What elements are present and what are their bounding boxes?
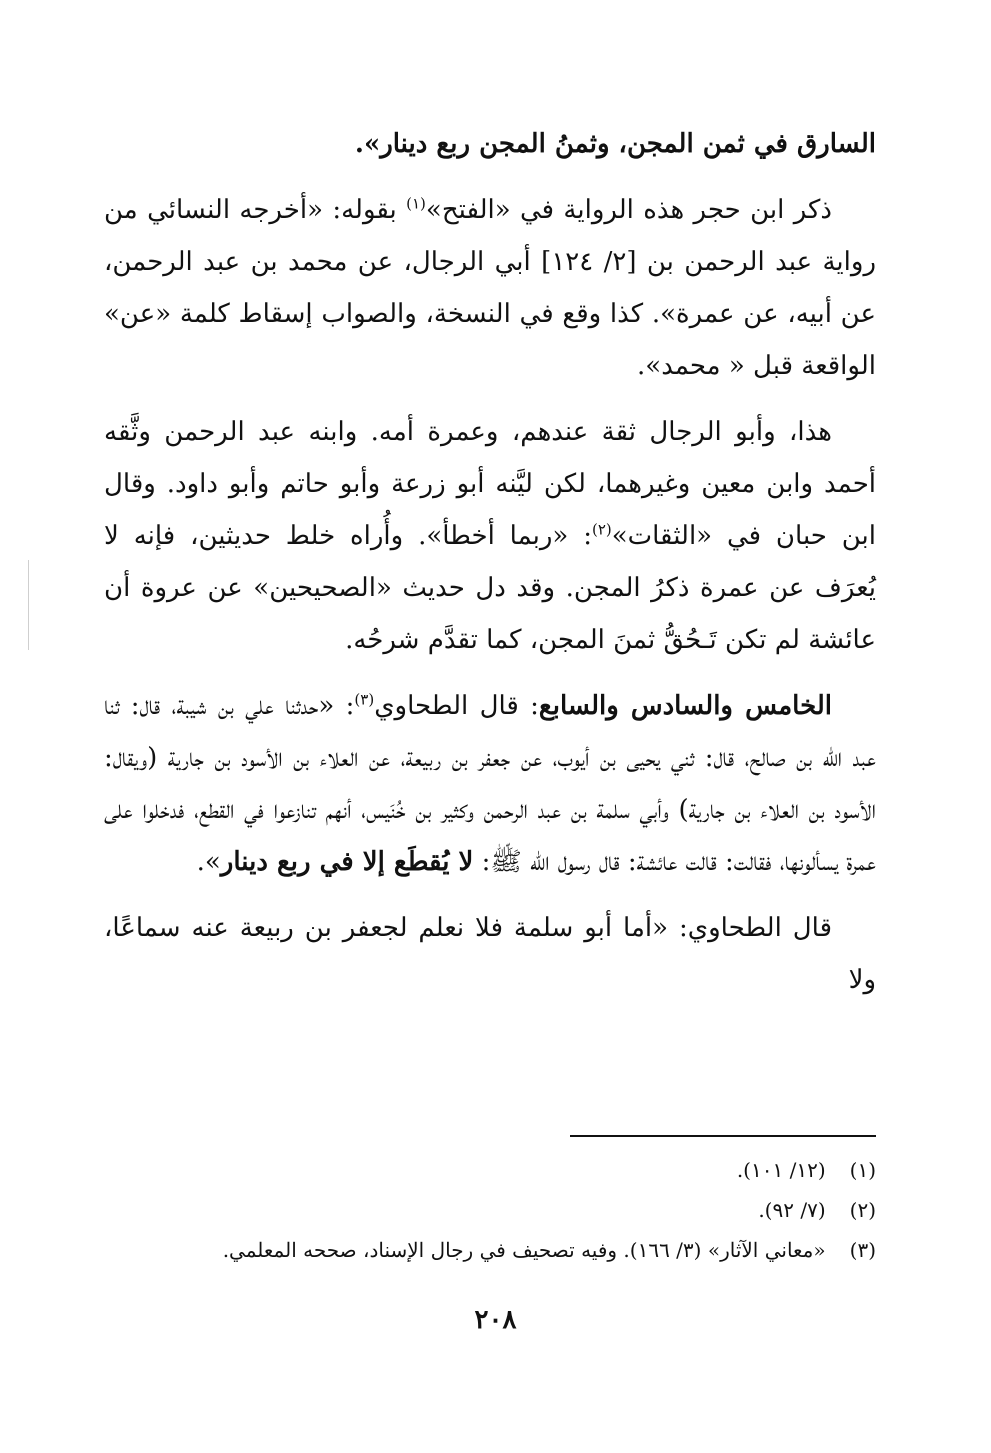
paragraph-2-post: بقوله: «أخرجه النسائي من رواية عبد الرحمن بن [٢/ ١٢٤] أبي الرجال، عن محمد بن عبد الرحمن، عن أبيه، عن عمرة». كذا وقع في النسخة، والصواب إسقاط كلمة «عن» الواقعة قبل « محمد».: [104, 195, 876, 381]
footnote-2: [104, 1190, 876, 1230]
footnote-text: (٧/ ٩٢).: [758, 1198, 826, 1222]
footnote-separator: [570, 1135, 876, 1137]
paragraph-3: [104, 406, 876, 666]
section-heading: الخامس والسادس والسابع: [538, 691, 832, 721]
paragraph-5-text: قال الطحاوي: «أما أبو سلمة فلا نعلم لجعفر بن ربيعة عنه سماعًا، ولا: [104, 913, 876, 995]
page-edge-mark: [28, 560, 29, 650]
paragraph-4-pre: : قال الطحاوي: [374, 691, 539, 721]
paragraph-1-text: السارق في ثمن المجن، وثمنُ المجن ربع دينار».: [354, 129, 876, 159]
footnote-text: (١٢/ ١٠١).: [736, 1158, 826, 1182]
paragraph-2-pre: ذكر ابن حجر هذه الرواية في «الفتح»: [425, 195, 832, 225]
body-text: [104, 118, 876, 1020]
paragraph-4-post: : «حدثنا علي بن شيبة، قال: ثنا عبد الله بن صالح، قال: ثني يحيى بن أيوب، عن جعفر بن ربيعة، عن العلاء بن الأسود بن جارية (ويقال: الأسود بن العلاء بن جارية) وأبي سلمة بن عبد الرحمن وكثير بن خُنَيس، أنهم تنازعوا في القطع، فدخلوا على عمرة يسألونها، فقالت: قالت عائشة: قال رسول الله ﷺ:: [104, 691, 876, 877]
footnote-1: [104, 1150, 876, 1190]
hadith-text: لا يُقطَع إلا في ربع دينار: [220, 847, 474, 877]
paragraph-1: [104, 118, 876, 170]
footnote-ref-2[interactable]: (٢): [591, 520, 612, 539]
footnote-3: [104, 1230, 876, 1270]
paragraph-3-post: : «ربما أخطأ». وأُراه خلط حديثين، فإنه لا يُعرَف عن عمرة ذكرُ المجن. وقد دل حديث «الصحيحين» عن عروة أن عائشة لم تكن تَـحُقُّ ثمنَ المجن، كما تقدَّم شرحُه.: [104, 521, 876, 655]
paragraph-4: [104, 680, 876, 888]
paragraph-2: [104, 184, 876, 392]
footnote-text: «معاني الآثار» (٣/ ١٦٦). وفيه تصحيف في رجال الإسناد، صححه المعلمي.: [222, 1238, 826, 1262]
footnote-number: (١): [849, 1158, 876, 1182]
page-number: ٢٠٨: [474, 1305, 517, 1335]
paragraph-5: [104, 902, 876, 1006]
footnote-number: (٣): [849, 1238, 876, 1262]
footnote-ref-1[interactable]: (١): [406, 194, 426, 213]
footnote-number: (٢): [849, 1198, 876, 1222]
footnote-ref-3[interactable]: (٣): [354, 690, 375, 709]
paragraph-4-end: ».: [196, 847, 221, 877]
footnotes: [104, 1150, 876, 1270]
paragraph-3-pre: هذا، وأبو الرجال ثقة عندهم، وعمرة أمه. وابنه عبد الرحمن وثَّقه أحمد وابن معين وغيرهما، لكن ليَّنه أبو زرعة وأبو حاتم وأبو داود. وقال ابن حبان في «الثقات»: [104, 417, 876, 551]
